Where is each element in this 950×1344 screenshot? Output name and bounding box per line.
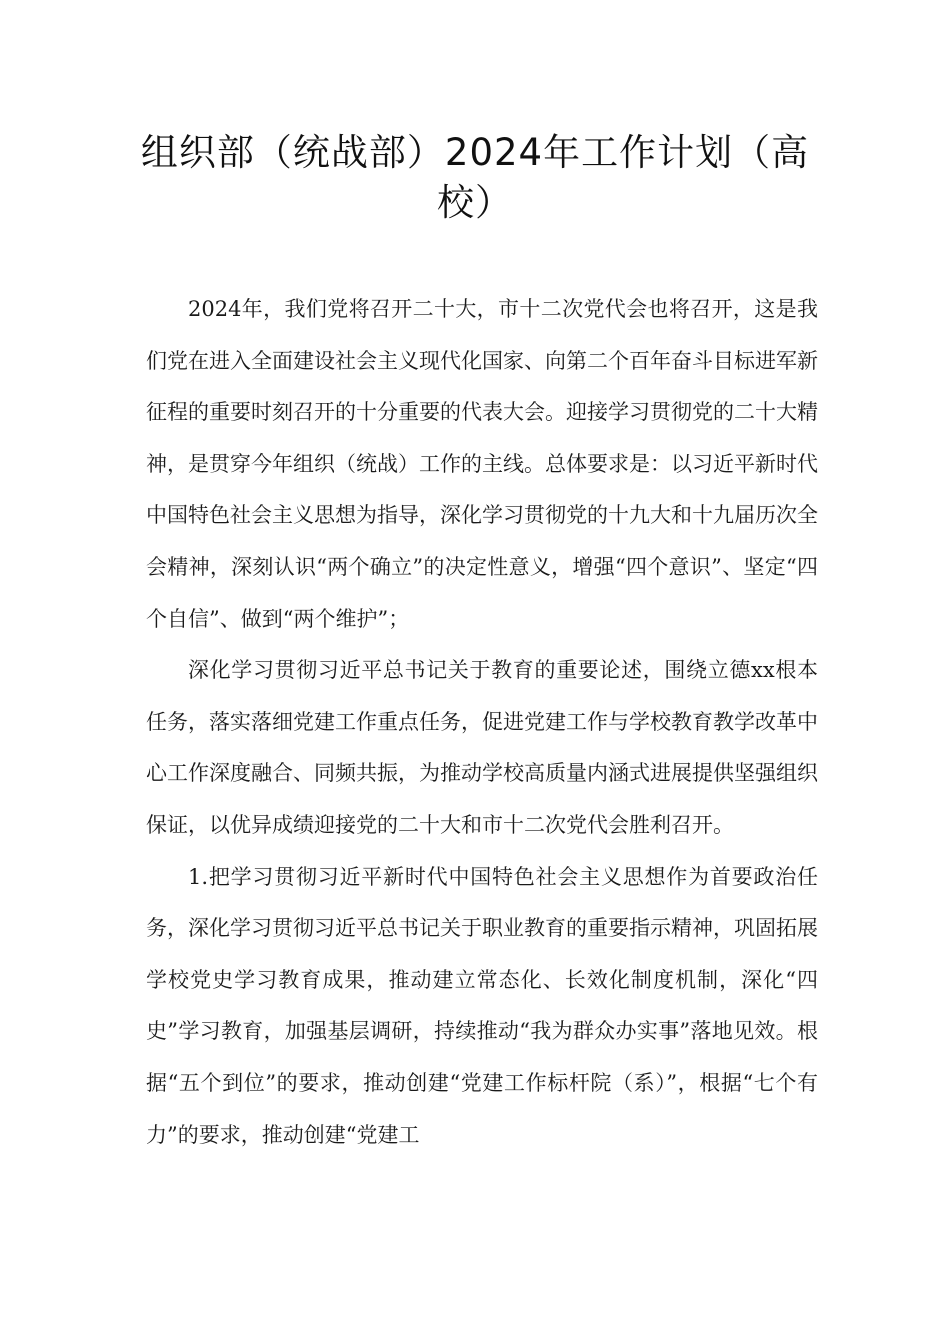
- paragraph-item-1: 1.把学习贯彻习近平新时代中国特色社会主义思想作为首要政治任务，深化学习贯彻习近平总书记关于职业教育的重要指示精神，巩固拓展学校党史学习教育成果，推动建立常态化、长效化制度机制，深化“四史”学习教育，加强基层调研，持续推动“我为群众办实事”落地见效。根据“五个到位”的要求，推动创建“党建工作标杆院（系）”，根据“七个有力”的要求，推动创建“党建工: [146, 864, 818, 1147]
- document-title: 组织部（统战部）2024年工作计划（高校）: [140, 131, 810, 224]
- paragraph-education: 深化学习贯彻习近平总书记关于教育的重要论述，围绕立德xx根本任务，落实落细党建工作重点任务，促进党建工作与学校教育教学改革中心工作深度融合、同频共振，为推动学校高质量内涵式进展提供坚强组织保证，以优异成绩迎接党的二十大和市十二次党代会胜利召开。: [146, 658, 818, 837]
- paragraph-intro: 2024年，我们党将召开二十大，市十二次党代会也将召开，这是我们党在进入全面建设社会主义现代化国家、向第二个百年奋斗目标进军新征程的重要时刻召开的十分重要的代表大会。迎接学习贯彻党的二十大精神，是贯穿今年组织（统战）工作的主线。总体要求是：以习近平新时代中国特色社会主义思想为指导，深化学习贯彻党的十九大和十九届历次全会精神，深刻认识“两个确立”的决定性意义，增强“四个意识”、坚定“四个自信”、做到“两个维护”；: [146, 297, 818, 631]
- document-body: [146, 284, 818, 1161]
